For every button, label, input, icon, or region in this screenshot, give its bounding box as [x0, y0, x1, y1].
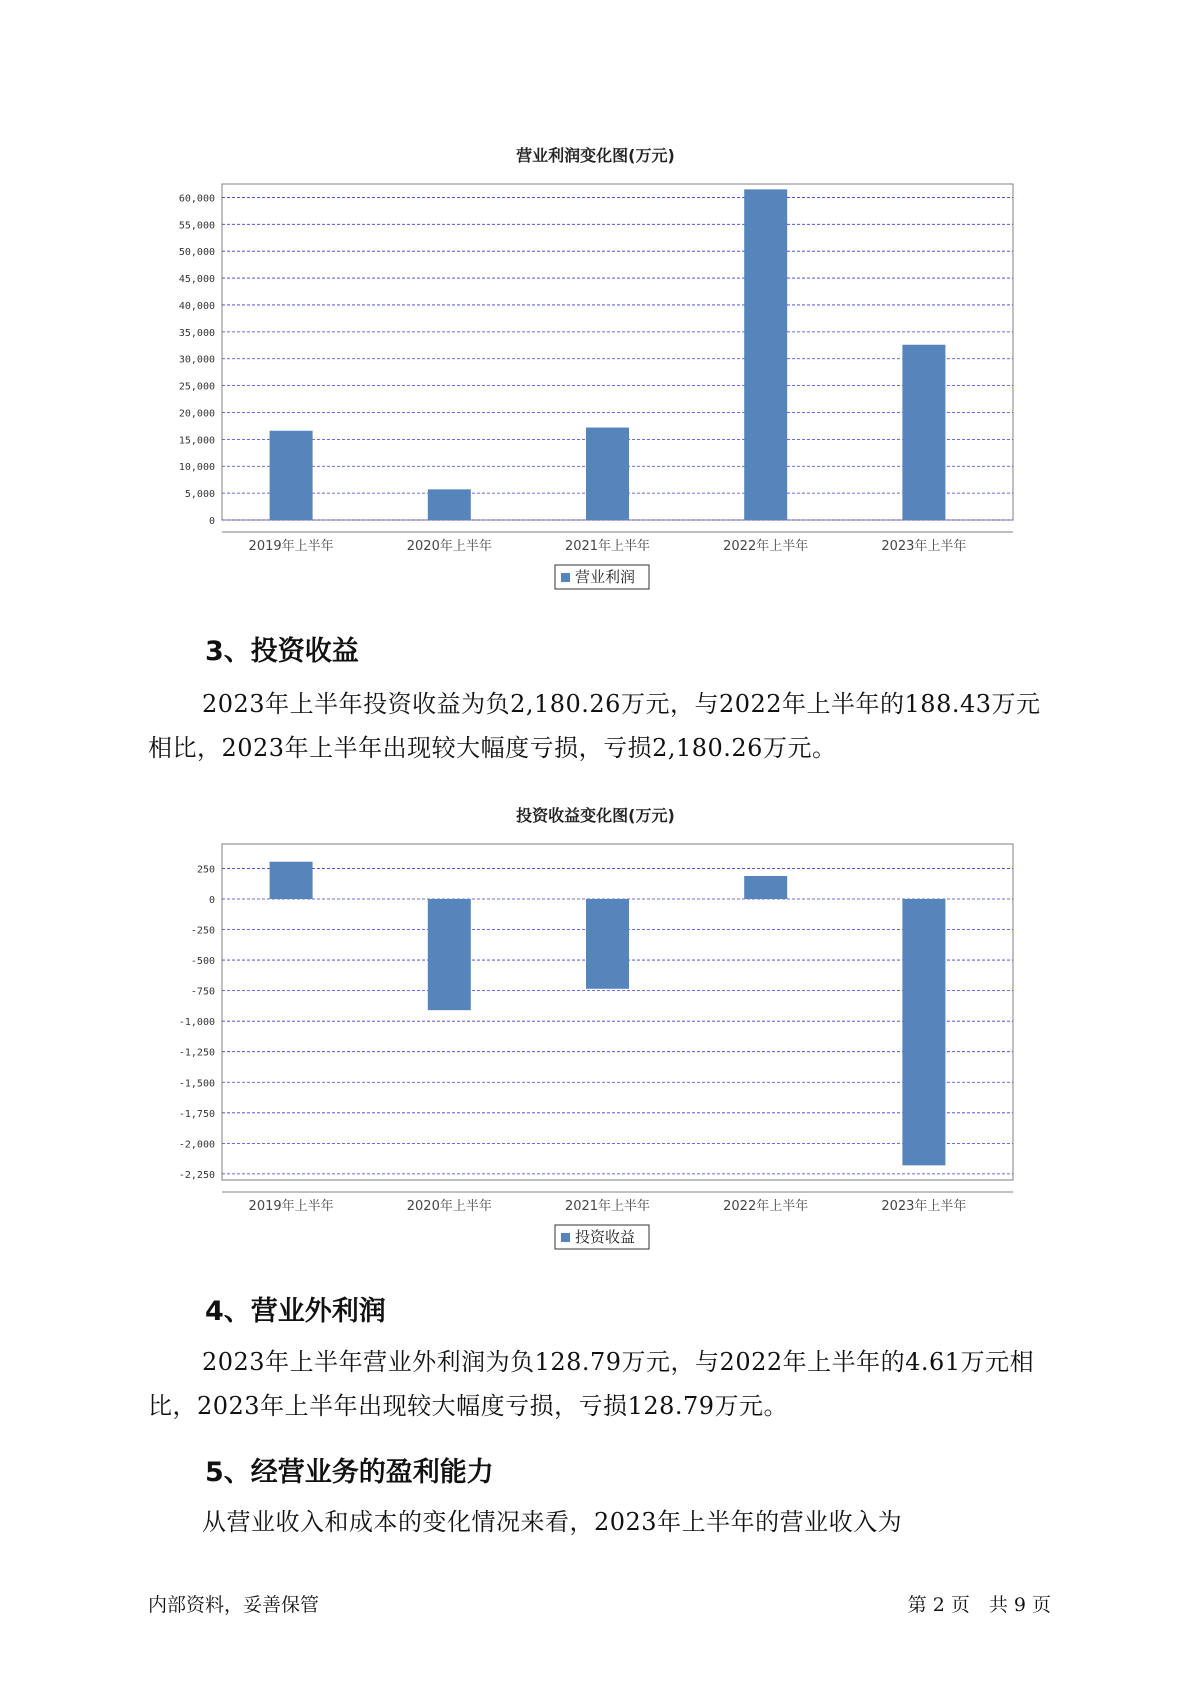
legend-label: 营业利润 — [575, 568, 636, 586]
plot-area — [222, 844, 1013, 1180]
x-tick-label: 2019年上半年 — [248, 1199, 334, 1214]
bar — [744, 876, 787, 899]
operating-profit-chart — [0, 170, 1191, 590]
bar — [586, 428, 629, 520]
y-tick-label: 0 — [208, 516, 215, 527]
section3-heading: 3、投资收益 — [205, 636, 359, 667]
y-tick-label: 250 — [196, 864, 215, 876]
x-tick-label: 2022年上半年 — [723, 1199, 809, 1214]
bar — [902, 345, 945, 520]
section5-paragraph: 从营业收入和成本的变化情况来看，2023年上半年的营业收入为 — [202, 1508, 903, 1536]
y-tick-label: 50,000 — [178, 247, 215, 259]
y-tick-label: -250 — [190, 925, 215, 937]
bar — [270, 862, 313, 899]
x-tick-label: 2020年上半年 — [406, 1199, 492, 1214]
x-tick-label: 2022年上半年 — [723, 539, 809, 554]
x-tick-label: 2021年上半年 — [564, 539, 651, 554]
y-tick-label: 55,000 — [178, 220, 215, 232]
y-tick-label: -2,000 — [178, 1139, 215, 1151]
y-tick-label: 10,000 — [178, 462, 215, 474]
legend — [555, 565, 649, 589]
x-tick-label: 2020年上半年 — [406, 539, 492, 554]
y-tick-label: 25,000 — [178, 381, 215, 393]
y-tick-label: -2,250 — [178, 1169, 215, 1181]
y-tick-label: -1,750 — [178, 1108, 215, 1120]
bar — [428, 899, 471, 1010]
bar — [586, 899, 629, 989]
y-tick-label: 0 — [208, 894, 215, 906]
section4-heading: 4、营业外利润 — [205, 1296, 386, 1327]
legend-swatch — [561, 1233, 570, 1242]
y-tick-label: 15,000 — [178, 435, 215, 447]
footer-left: 内部资料，妥善保管 — [148, 1594, 320, 1616]
legend-swatch — [561, 573, 570, 582]
x-tick-label: 2023年上半年 — [881, 539, 967, 554]
y-tick-label: 5,000 — [184, 489, 215, 501]
section3-paragraph: 2023年上半年投资收益为负2,180.26万元，与2022年上半年的188.43万元相比，2023年上半年出现较大幅度亏损，亏损2,180.26万元。 — [148, 690, 1041, 762]
bar — [270, 431, 313, 520]
legend — [555, 1225, 649, 1249]
y-tick-label: 45,000 — [178, 274, 215, 286]
y-tick-label: 60,000 — [178, 193, 215, 205]
y-tick-label: 35,000 — [178, 327, 215, 339]
y-tick-label: 30,000 — [178, 354, 215, 366]
bar — [428, 489, 471, 520]
x-tick-label: 2019年上半年 — [248, 539, 334, 554]
chart1-title: 营业利润变化图(万元) — [516, 146, 675, 165]
y-tick-label: 20,000 — [178, 408, 215, 420]
y-tick-label: -750 — [190, 986, 215, 998]
chart2-title: 投资收益变化图(万元) — [516, 806, 675, 825]
section5-heading: 5、经营业务的盈利能力 — [205, 1457, 494, 1488]
x-tick-label: 2023年上半年 — [881, 1199, 967, 1214]
bar — [902, 899, 945, 1165]
y-tick-label: -1,000 — [178, 1017, 215, 1029]
footer-page-number: 第 2 页 共 9 页 — [907, 1594, 1051, 1616]
bar — [744, 189, 787, 520]
y-tick-label: 40,000 — [178, 300, 215, 312]
section4-paragraph: 2023年上半年营业外利润为负128.79万元，与2022年上半年的4.61万元相比，2023年上半年出现较大幅度亏损，亏损128.79万元。 — [148, 1348, 1035, 1420]
legend-label: 投资收益 — [575, 1228, 636, 1246]
investment-income-chart — [0, 830, 1191, 1250]
x-tick-label: 2021年上半年 — [564, 1199, 651, 1214]
y-tick-label: -1,500 — [178, 1078, 215, 1090]
y-tick-label: -500 — [190, 956, 215, 968]
y-tick-label: -1,250 — [178, 1047, 215, 1059]
